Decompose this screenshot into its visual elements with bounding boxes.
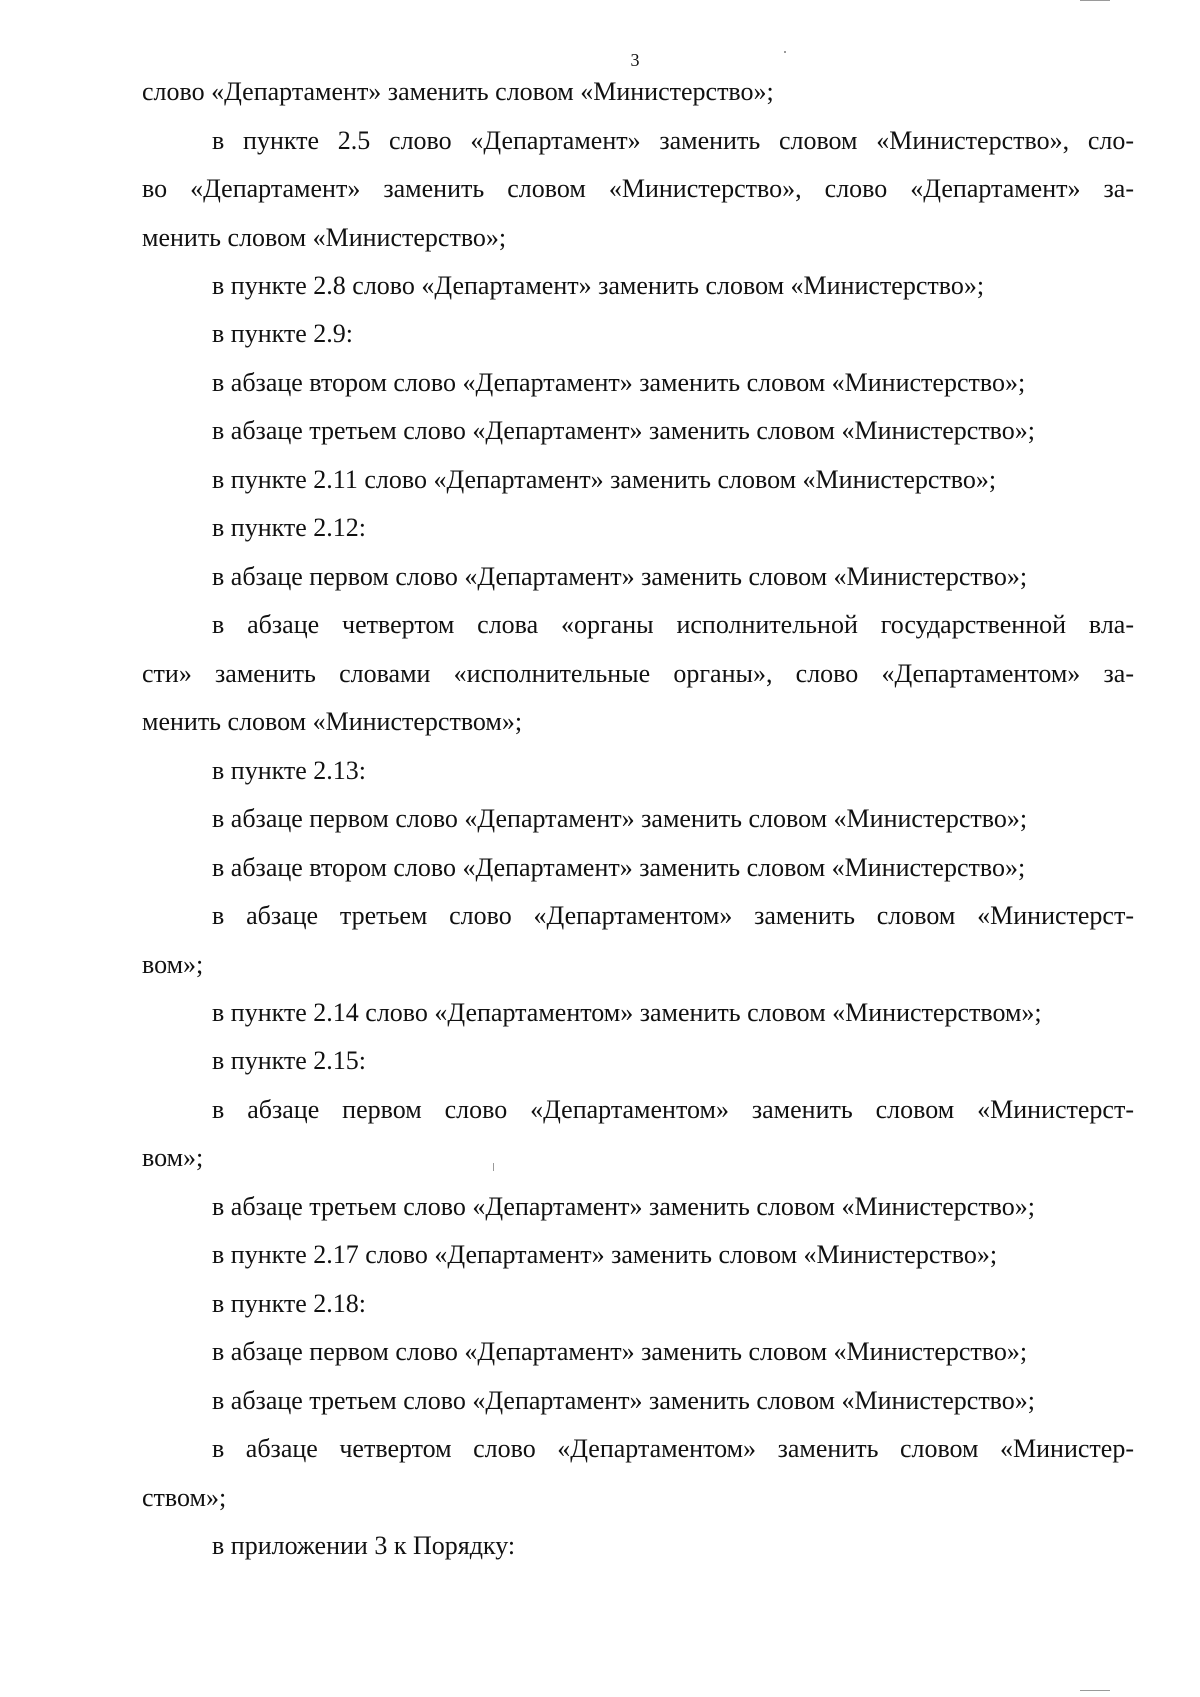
body-line: слово «Департамент» заменить словом «Министерство»;	[142, 77, 774, 106]
body-line: в пункте 2.11 слово «Департамент» заменить словом «Министерство»;	[212, 465, 997, 494]
body-line: в пункте 2.8 слово «Департамент» заменить словом «Министерство»;	[212, 271, 985, 300]
body-line: в абзаце втором слово «Департамент» заменить словом «Министерство»;	[212, 853, 1026, 882]
scan-speck	[1080, 1690, 1110, 1691]
body-line: в абзаце первом слово «Департамент» заменить словом «Министерство»;	[212, 804, 1028, 833]
body-line: в абзаце третьем слово «Департамент» заменить словом «Министерство»;	[212, 1192, 1035, 1221]
body-line: менить словом «Министерством»;	[142, 707, 523, 736]
scan-speck	[1080, 0, 1110, 1]
body-line: в пункте 2.14 слово «Департаментом» заменить словом «Министерством»;	[212, 998, 1042, 1027]
body-line: в пункте 2.18:	[212, 1289, 367, 1318]
body-line: в абзаце первом слово «Департамент» заменить словом «Министерство»;	[212, 562, 1028, 591]
body-line: в пункте 2.5 слово «Департамент» заменить словом «Министерство», сло-	[212, 126, 1134, 155]
body-line: в приложении 3 к Порядку:	[212, 1531, 516, 1560]
body-line: в абзаце третьем слово «Департамент» заменить словом «Министерство»;	[212, 1386, 1035, 1415]
body-line: в пункте 2.13:	[212, 756, 367, 785]
body-line: в абзаце четвертом слово «Департаментом» заменить словом «Министер-	[212, 1434, 1134, 1463]
body-line: в пункте 2.17 слово «Департамент» заменить словом «Министерство»;	[212, 1240, 998, 1269]
body-line: вом»;	[142, 950, 204, 979]
body-line: в пункте 2.9:	[212, 319, 354, 348]
body-line: в абзаце четвертом слова «органы исполнительной государственной вла-	[212, 610, 1134, 639]
body-line: сти» заменить словами «исполнительные органы», слово «Департаментом» за-	[142, 659, 1134, 688]
body-line: во «Департамент» заменить словом «Министерство», слово «Департамент» за-	[142, 174, 1134, 203]
page-number: 3	[630, 50, 640, 70]
body-line: вом»;	[142, 1143, 204, 1172]
body-line: менить словом «Министерство»;	[142, 223, 507, 252]
body-line: в абзаце первом слово «Департамент» заменить словом «Министерство»;	[212, 1337, 1028, 1366]
body-line: в пункте 2.12:	[212, 513, 367, 542]
scan-speck	[493, 1163, 494, 1171]
body-line: в абзаце третьем слово «Департамент» заменить словом «Министерство»;	[212, 416, 1035, 445]
body-line: в абзаце третьем слово «Департаментом» заменить словом «Министерст-	[212, 901, 1134, 930]
body-line: ством»;	[142, 1483, 227, 1512]
body-line: в пункте 2.15:	[212, 1046, 367, 1075]
scan-speck	[784, 51, 786, 53]
body-line: в абзаце втором слово «Департамент» заменить словом «Министерство»;	[212, 368, 1026, 397]
body-line: в абзаце первом слово «Департаментом» заменить словом «Министерст-	[212, 1095, 1134, 1124]
